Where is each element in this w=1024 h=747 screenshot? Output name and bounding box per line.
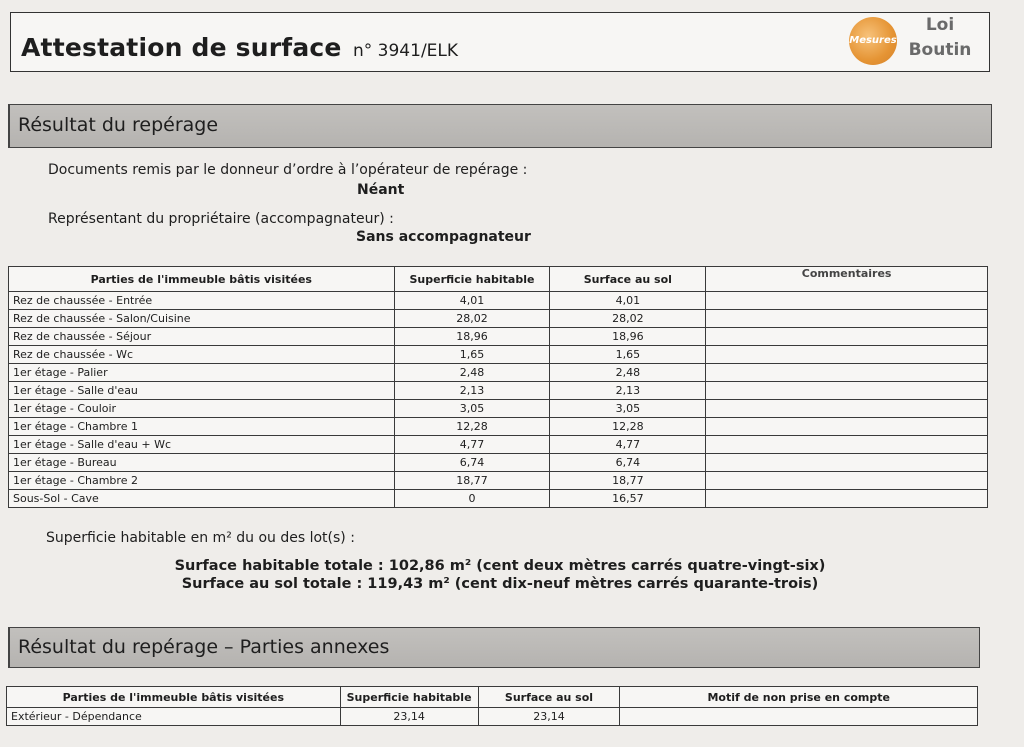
cell-habitable: 1,65 xyxy=(394,346,550,364)
cell-commentaire xyxy=(706,400,988,418)
cell-partie: 1er étage - Salle d'eau xyxy=(9,382,395,400)
table-row xyxy=(9,292,988,310)
annex-col-sol: Surface au sol xyxy=(478,687,620,708)
cell-habitable: 2,48 xyxy=(394,364,550,382)
table-row xyxy=(9,328,988,346)
cell-sol: 2,13 xyxy=(550,382,706,400)
table-row xyxy=(9,400,988,418)
annex-col-partie: Parties de l'immeuble bâtis visitées xyxy=(7,687,341,708)
cell-sol: 4,01 xyxy=(550,292,706,310)
cell-sol: 2,48 xyxy=(550,364,706,382)
table-row xyxy=(9,454,988,472)
section-heading-annexes: Résultat du repérage – Parties annexes xyxy=(8,627,980,668)
cell-sol: 16,57 xyxy=(550,490,706,508)
cell-commentaire xyxy=(706,328,988,346)
cell-sol: 1,65 xyxy=(550,346,706,364)
cell-motif xyxy=(620,708,978,726)
cell-habitable: 12,28 xyxy=(394,418,550,436)
documents-value: Néant xyxy=(357,182,405,198)
col-header-sol: Surface au sol xyxy=(550,267,706,292)
logo-line2: Boutin xyxy=(908,40,972,60)
table-row xyxy=(9,436,988,454)
cell-habitable: 0 xyxy=(394,490,550,508)
cell-partie: 1er étage - Palier xyxy=(9,364,395,382)
cell-commentaire xyxy=(706,292,988,310)
total-sol: Surface au sol totale : 119,43 m² (cent dix-neuf mètres carrés quarante-trois) xyxy=(181,576,819,592)
cell-commentaire xyxy=(706,418,988,436)
cell-sol: 3,05 xyxy=(550,400,706,418)
table-row xyxy=(9,310,988,328)
cell-habitable: 6,74 xyxy=(394,454,550,472)
cell-commentaire xyxy=(706,382,988,400)
table-header-row xyxy=(9,267,988,292)
cell-sol: 6,74 xyxy=(550,454,706,472)
cell-partie: 1er étage - Bureau xyxy=(9,454,395,472)
cell-commentaire xyxy=(706,310,988,328)
cell-habitable: 4,77 xyxy=(394,436,550,454)
col-header-commentaires: Commentaires xyxy=(706,267,988,292)
cell-partie: Sous-Sol - Cave xyxy=(9,490,395,508)
logo-icon: Mesures xyxy=(849,17,897,65)
table-row xyxy=(9,346,988,364)
representant-value: Sans accompagnateur xyxy=(356,229,531,245)
cell-partie: 1er étage - Chambre 1 xyxy=(9,418,395,436)
surface-table xyxy=(8,266,988,508)
documents-label: Documents remis par le donneur d’ordre à l’opérateur de repérage : xyxy=(48,162,528,178)
table-row xyxy=(9,418,988,436)
superficie-label: Superficie habitable en m² du ou des lot(s) : xyxy=(46,530,355,546)
cell-commentaire xyxy=(706,490,988,508)
cell-partie: 1er étage - Salle d'eau + Wc xyxy=(9,436,395,454)
cell-sol: 18,77 xyxy=(550,472,706,490)
cell-commentaire xyxy=(706,472,988,490)
cell-partie: Rez de chaussée - Séjour xyxy=(9,328,395,346)
cell-partie: 1er étage - Couloir xyxy=(9,400,395,418)
cell-partie: Rez de chaussée - Entrée xyxy=(9,292,395,310)
cell-partie: Rez de chaussée - Salon/Cuisine xyxy=(9,310,395,328)
cell-habitable: 3,05 xyxy=(394,400,550,418)
annex-table xyxy=(6,686,978,726)
cell-commentaire xyxy=(706,364,988,382)
logo-line1: Loi xyxy=(925,15,955,35)
cell-sol: 23,14 xyxy=(478,708,620,726)
logo-label xyxy=(907,13,973,63)
cell-sol: 28,02 xyxy=(550,310,706,328)
col-header-habitable: Superficie habitable xyxy=(394,267,550,292)
cell-commentaire xyxy=(706,346,988,364)
cell-partie: 1er étage - Chambre 2 xyxy=(9,472,395,490)
cell-partie: Extérieur - Dépendance xyxy=(7,708,341,726)
table-row xyxy=(9,364,988,382)
table-row xyxy=(9,490,988,508)
total-habitable: Surface habitable totale : 102,86 m² (cent deux mètres carrés quatre-vingt-six) xyxy=(174,558,826,574)
table-row xyxy=(9,472,988,490)
cell-habitable: 18,77 xyxy=(394,472,550,490)
cell-sol: 18,96 xyxy=(550,328,706,346)
annex-col-motif: Motif de non prise en compte xyxy=(620,687,978,708)
cell-sol: 4,77 xyxy=(550,436,706,454)
table-row xyxy=(7,708,978,726)
annex-col-habitable: Superficie habitable xyxy=(340,687,478,708)
cell-commentaire xyxy=(706,454,988,472)
cell-habitable: 23,14 xyxy=(340,708,478,726)
cell-partie: Rez de chaussée - Wc xyxy=(9,346,395,364)
col-header-partie: Parties de l'immeuble bâtis visitées xyxy=(9,267,395,292)
representant-label: Représentant du propriétaire (accompagnateur) : xyxy=(48,211,394,227)
cell-habitable: 4,01 xyxy=(394,292,550,310)
cell-sol: 12,28 xyxy=(550,418,706,436)
annex-header-row xyxy=(7,687,978,708)
cell-commentaire xyxy=(706,436,988,454)
title-box xyxy=(10,12,990,72)
document-number: n° 3941/ELK xyxy=(353,41,459,61)
cell-habitable: 2,13 xyxy=(394,382,550,400)
table-row xyxy=(9,382,988,400)
cell-habitable: 18,96 xyxy=(394,328,550,346)
cell-habitable: 28,02 xyxy=(394,310,550,328)
document-title: Attestation de surface xyxy=(21,33,342,62)
section-heading-repérage: Résultat du repérage xyxy=(8,104,992,148)
